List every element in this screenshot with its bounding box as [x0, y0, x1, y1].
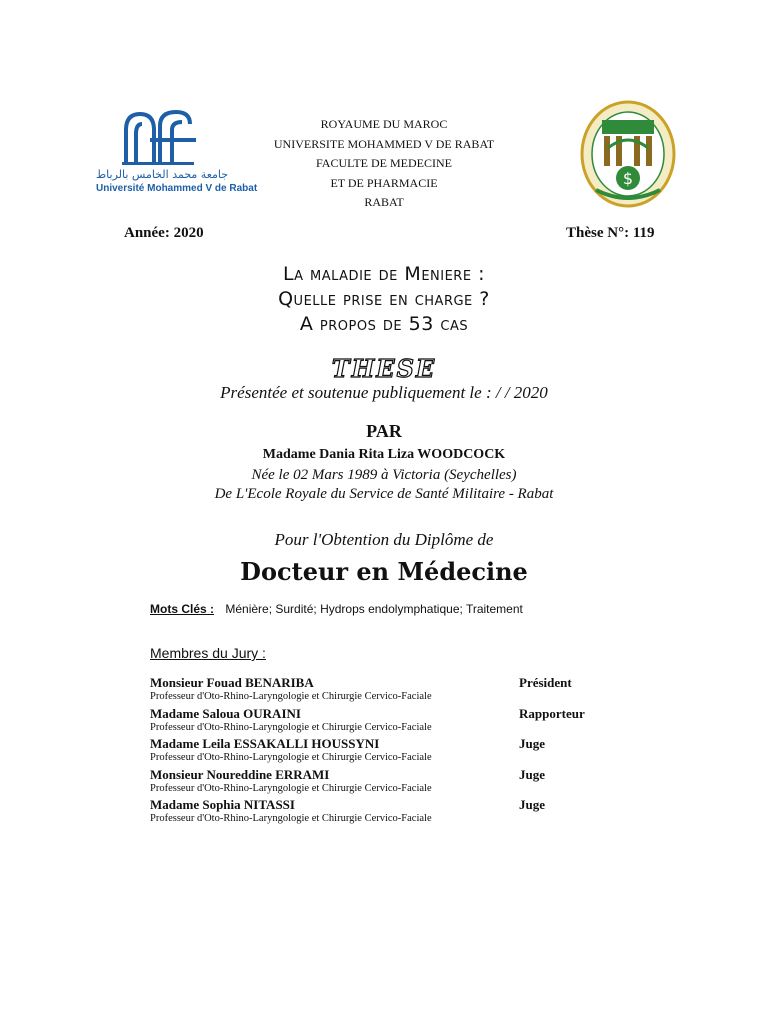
thesis-title — [150, 262, 618, 337]
thesis-number: Thèse N°: 119 — [566, 225, 655, 241]
jury-member-role: Juge — [519, 766, 545, 782]
university-arabic-name: جامعة محمد الخامس بالرباط — [96, 168, 229, 181]
keywords-label: Mots Clés : — [150, 602, 215, 616]
diploma-intro: Pour l'Obtention du Diplôme de — [274, 530, 494, 549]
jury-member — [150, 736, 620, 767]
jury-member-role: Juge — [519, 797, 545, 812]
university-latin-name: Université Mohammed V de Rabat — [96, 183, 258, 194]
these-heading: THESE — [331, 354, 437, 383]
keywords-text: Ménière; Surdité; Hydrops endolymphatique; Traitement — [225, 602, 523, 616]
title-line: Quelle prise en charge ? — [278, 288, 490, 310]
jury-member-name: Madame Saloua OURAINI — [150, 705, 301, 721]
university-emblem-icon — [92, 106, 232, 168]
jury-member-role: Rapporteur — [519, 705, 585, 721]
jury-member-title: Professeur d'Oto-Rhino-Laryngologie et Chirurgie Cervico-Faciale — [150, 691, 432, 702]
header-line: FACULTE DE MEDECINE — [316, 156, 452, 170]
jury-heading: Membres du Jury : — [150, 645, 266, 661]
jury-member — [150, 797, 620, 828]
jury-member — [150, 675, 620, 706]
faculty-seal-icon — [578, 98, 678, 208]
university-logo — [92, 106, 258, 196]
svg-text:$: $ — [622, 169, 634, 188]
jury-member-name: Madame Leila ESSAKALLI HOUSSYNI — [150, 736, 380, 751]
jury-member-title: Professeur d'Oto-Rhino-Laryngologie et Chirurgie Cervico-Faciale — [150, 782, 432, 794]
header-line: RABAT — [364, 195, 404, 209]
jury-member-title: Professeur d'Oto-Rhino-Laryngologie et Chirurgie Cervico-Faciale — [150, 752, 432, 763]
title-line: A propos de 53 cas — [299, 313, 469, 335]
author-name: Madame Dania Rita Liza WOODCOCK — [262, 447, 506, 462]
defense-date-line: Présentée et soutenue publiquement le : / / 2020 — [220, 383, 548, 402]
institution-header — [230, 115, 538, 213]
thesis-year: Année: 2020 — [124, 225, 204, 241]
header-line: ROYAUME DU MAROC — [320, 117, 448, 131]
par-label: PAR — [366, 421, 402, 441]
jury-member-role: Juge — [519, 736, 545, 751]
header-line: UNIVERSITE MOHAMMED V DE RABAT — [273, 136, 495, 151]
jury-member-name: Madame Sophia NITASSI — [150, 797, 295, 812]
jury-member — [150, 706, 620, 737]
jury-list — [150, 675, 620, 828]
title-line: La maladie de Meniere : — [283, 263, 485, 285]
jury-member-title: Professeur d'Oto-Rhino-Laryngologie et Chirurgie Cervico-Faciale — [150, 813, 432, 824]
keywords — [150, 602, 523, 616]
jury-member-role: Président — [519, 675, 572, 690]
faculty-emblem — [578, 98, 678, 208]
jury-member-name: Monsieur Noureddine ERRAMI — [150, 766, 330, 782]
author-birth: Née le 02 Mars 1989 à Victoria (Seychelles) — [251, 467, 517, 483]
header-line: ET DE PHARMACIE — [330, 175, 438, 190]
diploma-degree: Docteur en Médecine — [240, 557, 528, 586]
jury-member-title: Professeur d'Oto-Rhino-Laryngologie et Chirurgie Cervico-Faciale — [150, 721, 432, 733]
author-school: De L'Ecole Royale du Service de Santé Militaire - Rabat — [214, 486, 554, 502]
jury-member — [150, 767, 620, 798]
jury-member-name: Monsieur Fouad BENARIBA — [150, 675, 314, 690]
